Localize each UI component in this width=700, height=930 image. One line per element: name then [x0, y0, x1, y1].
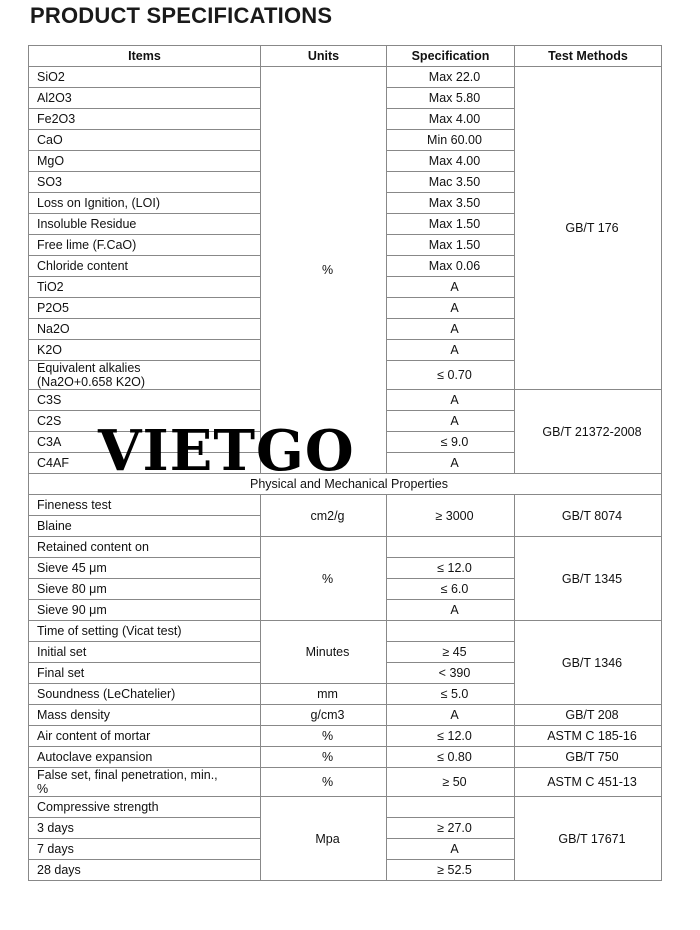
item-cell: Initial set [29, 642, 261, 663]
spec-cell: Max 5.80 [387, 88, 515, 109]
spec-cell [387, 537, 515, 558]
item-cell: TiO2 [29, 277, 261, 298]
vietgo-watermark: VIETGO [98, 418, 355, 484]
item-cell: C4AF [29, 453, 261, 474]
spec-cell: ≤ 12.0 [387, 558, 515, 579]
item-cell: Fineness test [29, 495, 261, 516]
spec-cell: Max 4.00 [387, 109, 515, 130]
spec-cell: A [387, 705, 515, 726]
item-cell: Sieve 90 μm [29, 600, 261, 621]
item-cell: Retained content on [29, 537, 261, 558]
spec-cell: A [387, 319, 515, 340]
unit-cell: cm2/g [261, 495, 387, 537]
spec-cell: ≥ 52.5 [387, 860, 515, 881]
false-set-line-2: % [37, 782, 49, 796]
spec-cell: Max 3.50 [387, 193, 515, 214]
spec-cell: Mac 3.50 [387, 172, 515, 193]
test-method-cell: GB/T 208 [515, 705, 662, 726]
page-title: PRODUCT SPECIFICATIONS [30, 3, 333, 28]
item-cell: 28 days [29, 860, 261, 881]
item-cell: Free lime (F.CaO) [29, 235, 261, 256]
table-row [29, 726, 662, 747]
test-method-cell: ASTM C 185-16 [515, 726, 662, 747]
item-cell: C3A [29, 432, 261, 453]
unit-cell: % [261, 726, 387, 747]
table-row [29, 705, 662, 726]
item-cell: Final set [29, 663, 261, 684]
section-row [29, 474, 662, 495]
spec-cell: ≥ 50 [387, 768, 515, 797]
spec-cell: ≤ 5.0 [387, 684, 515, 705]
table-row [29, 768, 662, 797]
table-row [29, 537, 662, 558]
unit-cell: mm [261, 684, 387, 705]
unit-cell: g/cm3 [261, 705, 387, 726]
header-units: Units [261, 46, 387, 67]
spec-cell: A [387, 411, 515, 432]
spec-cell: ≥ 27.0 [387, 818, 515, 839]
table-row [29, 495, 662, 516]
item-cell: Loss on Ignition, (LOI) [29, 193, 261, 214]
spec-cell: Min 60.00 [387, 130, 515, 151]
spec-cell: Max 0.06 [387, 256, 515, 277]
unit-cell: % [261, 747, 387, 768]
spec-cell: A [387, 839, 515, 860]
section-title: Physical and Mechanical Properties [29, 474, 662, 495]
item-cell: 7 days [29, 839, 261, 860]
test-method-mineral: GB/T 21372-2008 [515, 390, 662, 474]
spec-cell: ≤ 6.0 [387, 579, 515, 600]
item-cell: SO3 [29, 172, 261, 193]
item-cell: MgO [29, 151, 261, 172]
spec-cell: ≤ 9.0 [387, 432, 515, 453]
item-cell: Sieve 80 μm [29, 579, 261, 600]
spec-cell: A [387, 453, 515, 474]
spec-cell: < 390 [387, 663, 515, 684]
spec-cell: Max 1.50 [387, 235, 515, 256]
item-cell: Sieve 45 μm [29, 558, 261, 579]
item-cell: C2S [29, 411, 261, 432]
spec-cell: A [387, 600, 515, 621]
alkalies-line-1: Equivalent alkalies [37, 361, 141, 375]
table-header-row [29, 46, 662, 67]
item-cell: Time of setting (Vicat test) [29, 621, 261, 642]
item-cell: SiO2 [29, 67, 261, 88]
item-cell: Chloride content [29, 256, 261, 277]
header-specification: Specification [387, 46, 515, 67]
test-method-cell: GB/T 1345 [515, 537, 662, 621]
table-row [29, 621, 662, 642]
spec-cell: A [387, 340, 515, 361]
item-cell: Compressive strength [29, 797, 261, 818]
unit-cell: % [261, 768, 387, 797]
table-row [29, 67, 662, 88]
spec-cell: ≤ 0.80 [387, 747, 515, 768]
unit-cell: Minutes [261, 621, 387, 684]
item-cell: Autoclave expansion [29, 747, 261, 768]
unit-cell: % [261, 537, 387, 621]
item-cell: C3S [29, 390, 261, 411]
item-cell-alkalies [29, 361, 261, 390]
spec-cell: ≤ 0.70 [387, 361, 515, 390]
specifications-table [28, 45, 662, 881]
false-set-line-1: False set, final penetration, min., [37, 768, 218, 782]
header-test-methods: Test Methods [515, 46, 662, 67]
test-method-chemical: GB/T 176 [515, 67, 662, 390]
item-cell: Na2O [29, 319, 261, 340]
alkalies-line-2: (Na2O+0.658 K2O) [37, 375, 146, 389]
item-cell: Blaine [29, 516, 261, 537]
table-row [29, 747, 662, 768]
spec-cell [387, 797, 515, 818]
header-items: Items [29, 46, 261, 67]
spec-cell: ≥ 45 [387, 642, 515, 663]
item-cell: Al2O3 [29, 88, 261, 109]
spec-cell: A [387, 298, 515, 319]
item-cell: 3 days [29, 818, 261, 839]
test-method-cell: GB/T 750 [515, 747, 662, 768]
spec-cell: Max 22.0 [387, 67, 515, 88]
item-cell: Insoluble Residue [29, 214, 261, 235]
unit-cell: Mpa [261, 797, 387, 881]
spec-cell: A [387, 390, 515, 411]
spec-cell [387, 621, 515, 642]
spec-cell: Max 4.00 [387, 151, 515, 172]
table-row [29, 797, 662, 818]
item-cell: Soundness (LeChatelier) [29, 684, 261, 705]
test-method-cell: GB/T 17671 [515, 797, 662, 881]
spec-cell: ≤ 12.0 [387, 726, 515, 747]
spec-cell: ≥ 3000 [387, 495, 515, 537]
test-method-cell: ASTM C 451-13 [515, 768, 662, 797]
spec-cell: Max 1.50 [387, 214, 515, 235]
item-cell: Fe2O3 [29, 109, 261, 130]
item-cell: Mass density [29, 705, 261, 726]
test-method-cell: GB/T 8074 [515, 495, 662, 537]
item-cell: CaO [29, 130, 261, 151]
item-cell: Air content of mortar [29, 726, 261, 747]
spec-cell: A [387, 277, 515, 298]
test-method-cell: GB/T 1346 [515, 621, 662, 705]
item-cell-false-set [29, 768, 261, 797]
item-cell: P2O5 [29, 298, 261, 319]
unit-cell-chemical: % [261, 67, 387, 474]
item-cell: K2O [29, 340, 261, 361]
